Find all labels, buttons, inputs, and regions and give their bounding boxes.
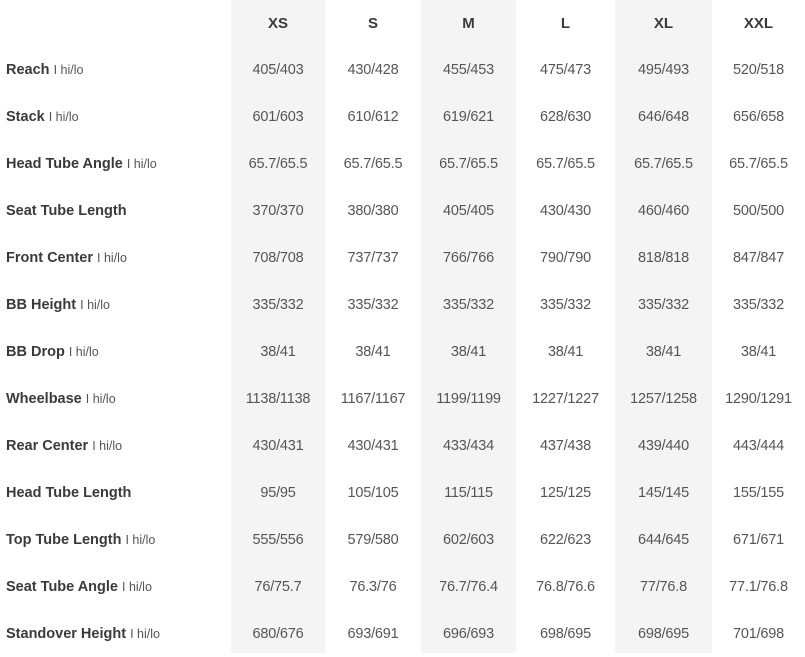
row-label-unit: I hi/lo	[85, 391, 116, 406]
value-cell-xl: 38/41	[645, 343, 682, 360]
size-header-xxl: XXL	[743, 14, 774, 32]
value-cell-l: 125/125	[539, 484, 591, 501]
value-cell-m: 38/41	[450, 343, 487, 360]
value-cell-l: 430/430	[539, 202, 591, 219]
value-cell-s: 430/428	[347, 61, 399, 78]
value-cell-s: 335/332	[347, 296, 399, 313]
value-cell-m: 405/405	[442, 202, 494, 219]
value-cell-s: 430/431	[347, 437, 399, 454]
row-label-name: Seat Tube Angle	[6, 578, 118, 595]
row-label-name: Seat Tube Length	[6, 202, 127, 219]
row-label-name: Stack	[6, 108, 45, 125]
value-cell-s: 76.3/76	[349, 578, 397, 595]
row-label-name: Top Tube Length	[6, 531, 122, 548]
value-cell-xl: 439/440	[637, 437, 689, 454]
value-cell-s: 693/691	[347, 625, 399, 642]
row-label	[0, 532, 228, 548]
size-header-xs: XS	[267, 14, 288, 32]
value-cell-l: 622/623	[539, 531, 591, 548]
value-cell-m: 1199/1199	[436, 390, 501, 407]
value-cell-xxl: 847/847	[732, 249, 784, 266]
value-cell-m: 602/603	[442, 531, 494, 548]
row-label-unit: I hi/lo	[130, 626, 160, 641]
row-label-name: Head Tube Angle	[6, 155, 123, 172]
row-label	[0, 626, 228, 642]
row-label	[0, 109, 228, 125]
value-cell-xxl: 443/444	[732, 437, 784, 454]
value-cell-xxl: 500/500	[732, 202, 784, 219]
table-row	[0, 93, 805, 140]
value-cell-xs: 708/708	[252, 249, 304, 266]
table-row	[0, 140, 805, 187]
size-header-s: S	[367, 14, 378, 32]
value-cell-xl: 1257/1258	[630, 390, 697, 407]
value-cell-xxl: 77.1/76.8	[729, 578, 788, 595]
value-cell-xs: 370/370	[252, 202, 304, 219]
value-cell-xs: 76/75.7	[254, 578, 302, 595]
value-cell-xl: 644/645	[637, 531, 689, 548]
row-label	[0, 297, 228, 313]
size-header-xl: XL	[653, 14, 674, 32]
value-cell-m: 335/332	[442, 296, 494, 313]
value-cell-xs: 95/95	[260, 484, 296, 501]
row-label-unit: I hi/lo	[122, 579, 152, 594]
value-cell-xxl: 671/671	[732, 531, 784, 548]
size-header-l: L	[560, 14, 571, 32]
table-row	[0, 610, 805, 657]
value-cell-s: 105/105	[347, 484, 399, 501]
row-label-name: Reach	[6, 61, 50, 78]
row-label-unit: I hi/lo	[80, 297, 111, 312]
row-label	[0, 438, 228, 454]
value-cell-xxl: 38/41	[740, 343, 777, 360]
value-cell-m: 455/453	[442, 61, 494, 78]
row-label-unit: I hi/lo	[125, 532, 156, 547]
value-cell-xl: 495/493	[637, 61, 689, 78]
value-cell-m: 65.7/65.5	[439, 155, 498, 172]
value-cell-m: 766/766	[442, 249, 494, 266]
row-label-unit: I hi/lo	[53, 62, 84, 77]
row-label-unit: I hi/lo	[48, 109, 79, 124]
value-cell-xxl: 656/658	[732, 108, 784, 125]
table-row	[0, 516, 805, 563]
value-cell-xs: 601/603	[252, 108, 304, 125]
table-row	[0, 328, 805, 375]
value-cell-xs: 335/332	[252, 296, 304, 313]
row-label-name: Standover Height	[6, 625, 127, 642]
row-label	[0, 344, 228, 360]
value-cell-xl: 77/76.8	[640, 578, 687, 595]
value-cell-xs: 405/403	[252, 61, 304, 78]
value-cell-xl: 460/460	[637, 202, 689, 219]
value-cell-xxl: 65.7/65.5	[729, 155, 788, 172]
row-label-unit: I hi/lo	[126, 156, 157, 171]
value-cell-xl: 818/818	[637, 249, 689, 266]
row-label-name: Rear Center	[6, 437, 89, 454]
value-cell-l: 65.7/65.5	[536, 155, 595, 172]
size-header-row	[0, 0, 805, 46]
value-cell-xl: 335/332	[637, 296, 689, 313]
table-row	[0, 281, 805, 328]
value-cell-s: 38/41	[355, 343, 391, 360]
value-cell-xl: 65.7/65.5	[634, 155, 693, 172]
value-cell-xxl: 520/518	[732, 61, 784, 78]
value-cell-m: 696/693	[442, 625, 494, 642]
row-label	[0, 391, 228, 407]
value-cell-xs: 430/431	[252, 437, 304, 454]
value-cell-xxl: 335/332	[732, 296, 784, 313]
table-row	[0, 422, 805, 469]
value-cell-s: 737/737	[347, 249, 399, 266]
value-cell-l: 475/473	[539, 61, 591, 78]
value-cell-s: 610/612	[347, 108, 399, 125]
row-label-unit: I hi/lo	[68, 344, 99, 359]
value-cell-xs: 680/676	[252, 625, 304, 642]
value-cell-m: 433/434	[442, 437, 494, 454]
value-cell-xl: 646/648	[637, 108, 689, 125]
value-cell-l: 790/790	[539, 249, 591, 266]
value-cell-s: 65.7/65.5	[343, 155, 403, 172]
value-cell-m: 115/115	[444, 484, 493, 501]
value-cell-xs: 38/41	[260, 343, 296, 360]
row-label	[0, 203, 228, 219]
value-cell-m: 76.7/76.4	[439, 578, 498, 595]
value-cell-l: 76.8/76.6	[536, 578, 595, 595]
row-label	[0, 579, 228, 595]
table-row	[0, 234, 805, 281]
value-cell-xs: 65.7/65.5	[248, 155, 308, 172]
value-cell-m: 619/621	[442, 108, 494, 125]
value-cell-l: 1227/1227	[532, 390, 599, 407]
row-label	[0, 485, 228, 501]
value-cell-s: 380/380	[347, 202, 399, 219]
value-cell-xxl: 1290/1291	[725, 390, 792, 407]
value-cell-xxl: 155/155	[732, 484, 784, 501]
value-cell-xl: 145/145	[637, 484, 689, 501]
value-cell-xs: 1138/1138	[245, 390, 311, 407]
row-label-name: Head Tube Length	[6, 484, 132, 501]
value-cell-s: 1167/1167	[340, 390, 406, 407]
row-label-unit: I hi/lo	[92, 438, 123, 453]
value-cell-l: 38/41	[547, 343, 584, 360]
row-label-name: Front Center	[6, 249, 93, 266]
value-cell-xs: 555/556	[252, 531, 304, 548]
row-label-name: Wheelbase	[6, 390, 82, 407]
value-cell-s: 579/580	[347, 531, 399, 548]
value-cell-l: 335/332	[539, 296, 591, 313]
value-cell-l: 437/438	[539, 437, 591, 454]
row-label-unit: I hi/lo	[97, 250, 127, 265]
size-header-m: M	[462, 14, 475, 32]
value-cell-l: 628/630	[539, 108, 591, 125]
table-row	[0, 375, 805, 422]
table-row	[0, 563, 805, 610]
row-label	[0, 62, 228, 78]
value-cell-xxl: 701/698	[732, 625, 784, 642]
table-row	[0, 46, 805, 93]
row-label	[0, 250, 228, 266]
table-row	[0, 469, 805, 516]
table-row	[0, 187, 805, 234]
row-label-name: BB Height	[6, 296, 77, 313]
value-cell-xl: 698/695	[637, 625, 689, 642]
value-cell-l: 698/695	[539, 625, 591, 642]
row-label-name: BB Drop	[6, 343, 65, 360]
row-label	[0, 156, 228, 172]
